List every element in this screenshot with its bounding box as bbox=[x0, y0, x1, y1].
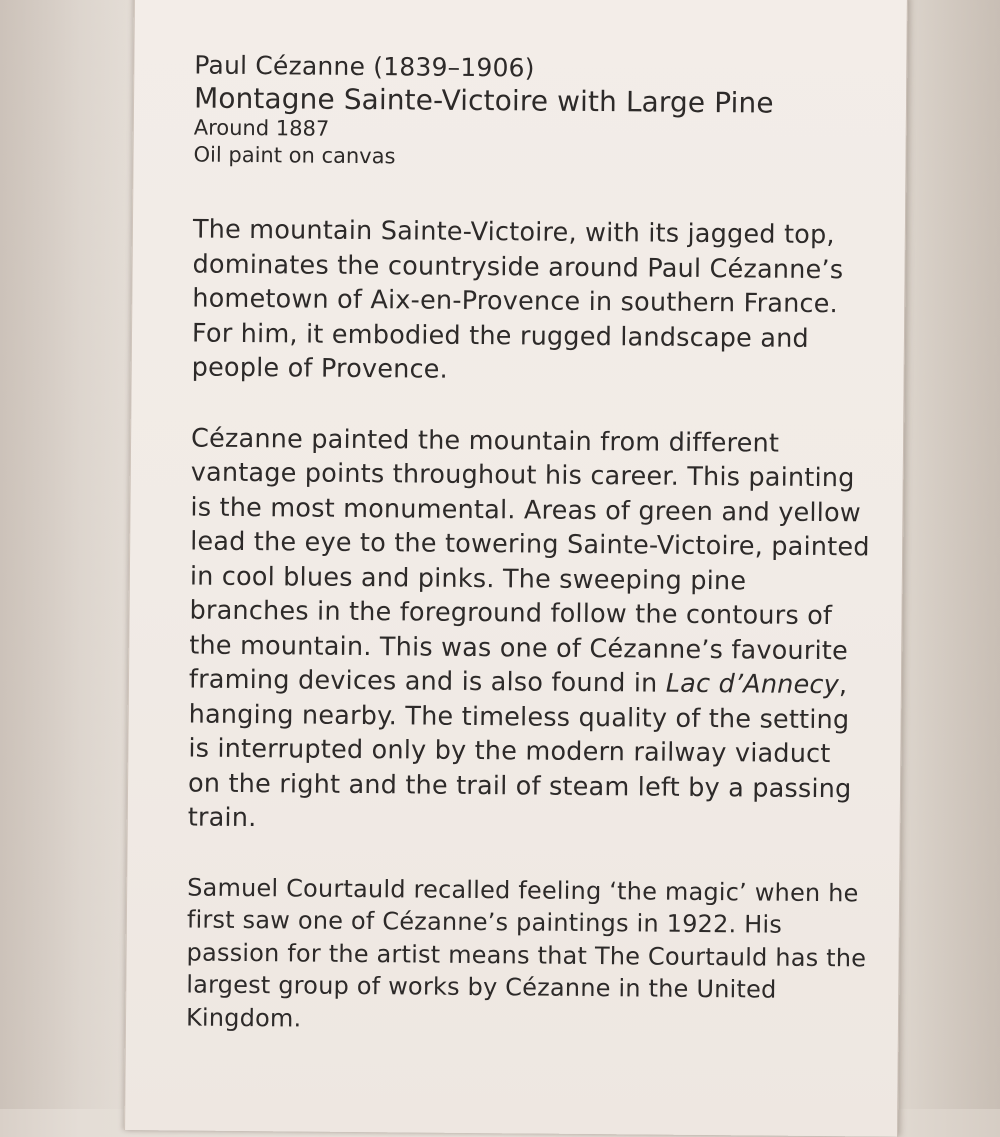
museum-label-card bbox=[124, 0, 908, 1137]
artwork-date: Around 1887 bbox=[193, 115, 330, 141]
description-paragraph-2 bbox=[188, 421, 872, 841]
artwork-title: Montagne Sainte-Victoire with Large Pine bbox=[193, 81, 774, 120]
artist-name: Paul Cézanne (1839–1906) bbox=[194, 50, 535, 83]
wall-left-shadow bbox=[0, 0, 140, 1109]
referenced-artwork-title: Lac d’Annecy bbox=[665, 668, 840, 701]
paragraph-2-text-b: , hanging nearby. The timeless quality of the setting is interrupted only by the modern railway viaduct on the right and the trail of steam left by a passing train. bbox=[187, 670, 852, 834]
artwork-medium: Oil paint on canvas bbox=[193, 142, 396, 169]
description-paragraph-3: Samuel Courtauld recalled feeling ‘the magic’ when he first saw one of Cézanne’s paintings in 1922. His passion for the artist means that The Courtauld has the largest group of works by Cézanne in the United Kingdom. bbox=[185, 872, 867, 1032]
description-paragraph-1: The mountain Sainte-Victoire, with its jagged top, dominates the countryside around Paul Cézanne’s hometown of Aix-en-Provence in southern France. For him, it embodied the rugged landscape and people of Provence. bbox=[191, 214, 844, 385]
paragraph-2-text-a: Cézanne painted the mountain from different vantage points throughout his career. This painting is the most monumental. Areas of green and yellow lead the eye to the towering Sainte-Victoire, painted in cool blues and pinks. The sweeping pine branches in the foreground follow the contours of the mountain. This was one of Cézanne’s favourite framing devices and is also found in bbox=[188, 423, 870, 699]
label-content bbox=[186, 51, 875, 1040]
